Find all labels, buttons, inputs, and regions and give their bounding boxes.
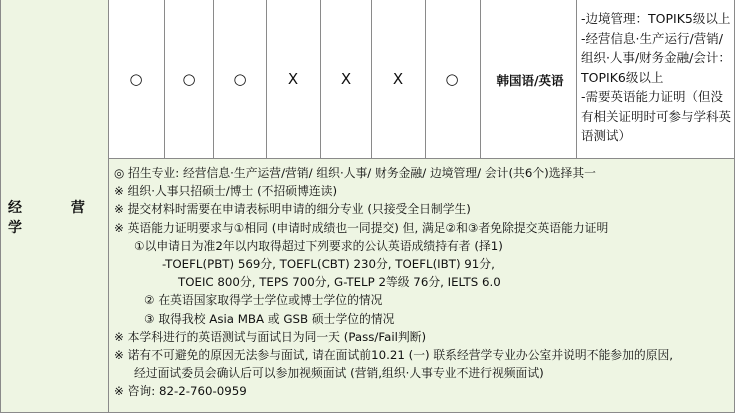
note-line: ③ 取得我校 Asia MBA 或 GSB 硕士学位的情况 [144, 311, 395, 326]
note-line: ※ 英语能力证明要求与①相同 (申请时成绩也一同提交) 但, 满足②和③者免除提交英语能力证明 [114, 220, 609, 235]
note-line: ② 在英语国家取得学士学位或博士学位的情况 [144, 293, 383, 308]
mark-cell-5: X [340, 70, 352, 88]
requirements-list [581, 9, 731, 146]
mark-cell-1: ○ [129, 70, 143, 88]
requirement-item: -需要英语能力证明（但没有相关证明时可参与学科英语测试） [581, 89, 732, 143]
mark-cell-3: ○ [233, 70, 247, 88]
note-line: -TOEFL(PBT) 569分, TOEFL(CBT) 230分, TOEFL(IBT) 91分, [162, 257, 495, 272]
requirement-item: -经营信息·生产运行/营销/组织·人事/财务金融/会计：TOPIK6级以上 [581, 30, 731, 85]
note-line: ※ 诺有不可避免的原因无法参与面试, 请在面试前10.21 (一) 联系经营学专业办公室并说明不能参加的原因, [114, 348, 674, 363]
mark-cell-7: ○ [445, 70, 459, 88]
note-line: ※ 咨询: 82-2-760-0959 [114, 384, 247, 399]
requirement-item: -边境管理：TOPIK5级以上 [581, 11, 731, 26]
note-line: ①以申请日为准2年以内取得超过下列要求的公认英语成绩持有者 (择1) [134, 238, 503, 253]
language-requirement: 韩国语/英语 [496, 73, 564, 88]
note-line: ※ 本学科进行的英语测试与面试日为同一天 (Pass/Fail判断) [114, 329, 427, 344]
mark-cell-6: X [392, 70, 404, 88]
mark-cell-4: X [287, 70, 299, 88]
mark-cell-2: ○ [182, 70, 196, 88]
note-line: ※ 提交材料时需要在申请表标明申请的细分专业 (只接受全日制学生) [114, 202, 471, 217]
admission-notes [114, 164, 732, 401]
note-line: TOEIC 800分, TEPS 700分, G-TELP 2等级 76分, IELTS 6.0 [178, 275, 501, 290]
note-line: ※ 组织·人事只招硕士/博士 (不招硕博连读) [114, 184, 338, 199]
department-label: 经 营 学 [8, 200, 107, 236]
note-line: 经过面试委员会确认后可以参加视频面试 (营销,组织·人事专业不进行视频面试) [134, 366, 544, 381]
note-line: ◎ 招生专业: 经营信息·生产运营/营销/ 组织·人事/ 财务金融/ 边境管理/ 会计(共6个)选择其一 [114, 166, 596, 180]
